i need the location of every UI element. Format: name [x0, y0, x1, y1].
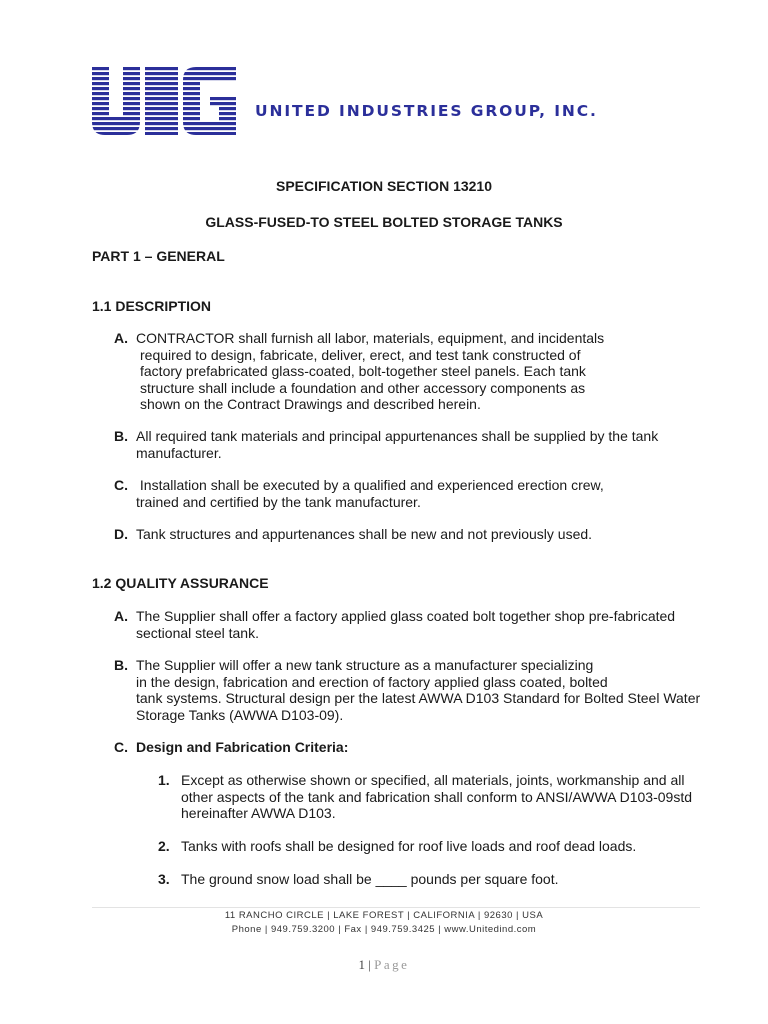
part-heading: PART 1 – GENERAL: [92, 248, 225, 264]
page-number-value: 1: [358, 957, 366, 972]
item-letter: C.: [114, 477, 128, 493]
footer-address: 11 RANCHO CIRCLE | LAKE FOREST | CALIFORNIA | 92630 | USA: [224, 910, 544, 921]
section-heading-description: 1.1 DESCRIPTION: [92, 298, 212, 314]
item-line: sectional steel tank.: [136, 624, 259, 641]
item-line: The Supplier shall offer a factory applied glass coated bolt together shop pre-fabricated: [136, 608, 676, 624]
quality-item-c: [114, 739, 348, 756]
page-number: [0, 957, 768, 973]
criteria-item-2: [158, 838, 636, 855]
criteria-item-1: [158, 772, 692, 822]
item-letter: C.: [114, 739, 128, 755]
item-line: Installation shall be executed by a qualified and experienced erection crew,: [136, 477, 604, 493]
criteria-line: other aspects of the tank and fabrication shall conform to ANSI/AWWA D103-09std: [181, 788, 692, 805]
item-line: The Supplier will offer a new tank structure as a manufacturer specializing: [136, 657, 594, 673]
criteria-number: 1.: [158, 772, 170, 788]
page-label: Page: [374, 957, 410, 972]
description-item-a: [114, 330, 604, 413]
item-line: required to design, fabricate, deliver, erect, and test tank constructed of: [140, 346, 581, 363]
page-separator: |: [365, 957, 375, 972]
item-letter: B.: [114, 428, 128, 444]
criteria-number: 2.: [158, 838, 170, 854]
item-line: manufacturer.: [136, 444, 222, 461]
footer-contact: Phone | 949.759.3200 | Fax | 949.759.3425 | www.Unitedind.com: [231, 924, 537, 935]
item-line: Storage Tanks (AWWA D103-09).: [136, 706, 344, 723]
spec-section-title: SPECIFICATION SECTION 13210: [275, 178, 492, 194]
criteria-item-3: [158, 871, 559, 888]
criteria-line: Except as otherwise shown or specified, all materials, joints, workmanship and all: [181, 772, 685, 788]
item-letter: B.: [114, 657, 128, 673]
document-subject-title: GLASS-FUSED-TO STEEL BOLTED STORAGE TANKS: [205, 214, 563, 230]
description-item-c: [114, 477, 604, 510]
item-letter: A.: [114, 330, 128, 346]
item-letter: D.: [114, 526, 128, 542]
quality-item-a: [114, 608, 675, 641]
description-item-b: [114, 428, 658, 461]
company-logo-icon: [92, 67, 236, 137]
item-line: tank systems. Structural design per the latest AWWA D103 Standard for Bolted Steel Water: [136, 690, 701, 706]
item-line: Tank structures and appurtenances shall be new and not previously used.: [136, 526, 593, 542]
item-line: in the design, fabrication and erection of factory applied glass coated, bolted: [136, 673, 608, 690]
item-line: Design and Fabrication Criteria:: [136, 739, 349, 755]
item-line: factory prefabricated glass-coated, bolt-together steel panels. Each tank: [140, 363, 586, 379]
item-line: trained and certified by the tank manufacturer.: [136, 493, 421, 510]
item-line: CONTRACTOR shall furnish all labor, materials, equipment, and incidentals: [136, 330, 605, 346]
item-line: shown on the Contract Drawings and described herein.: [140, 396, 481, 412]
item-letter: A.: [114, 608, 128, 624]
criteria-line: The ground snow load shall be ____ pounds per square foot.: [181, 871, 559, 887]
item-line: All required tank materials and principal appurtenances shall be supplied by the tank: [136, 428, 659, 444]
item-line: structure shall include a foundation and other accessory components as: [140, 379, 586, 396]
company-name: UNITED INDUSTRIES GROUP, INC.: [255, 102, 598, 120]
footer-divider: [92, 907, 700, 908]
criteria-line: hereinafter AWWA D103.: [181, 805, 336, 821]
criteria-number: 3.: [158, 871, 170, 887]
section-heading-quality-assurance: 1.2 QUALITY ASSURANCE: [92, 575, 269, 591]
criteria-line: Tanks with roofs shall be designed for roof live loads and roof dead loads.: [181, 838, 637, 854]
quality-item-b: [114, 657, 700, 723]
description-item-d: [114, 526, 592, 543]
